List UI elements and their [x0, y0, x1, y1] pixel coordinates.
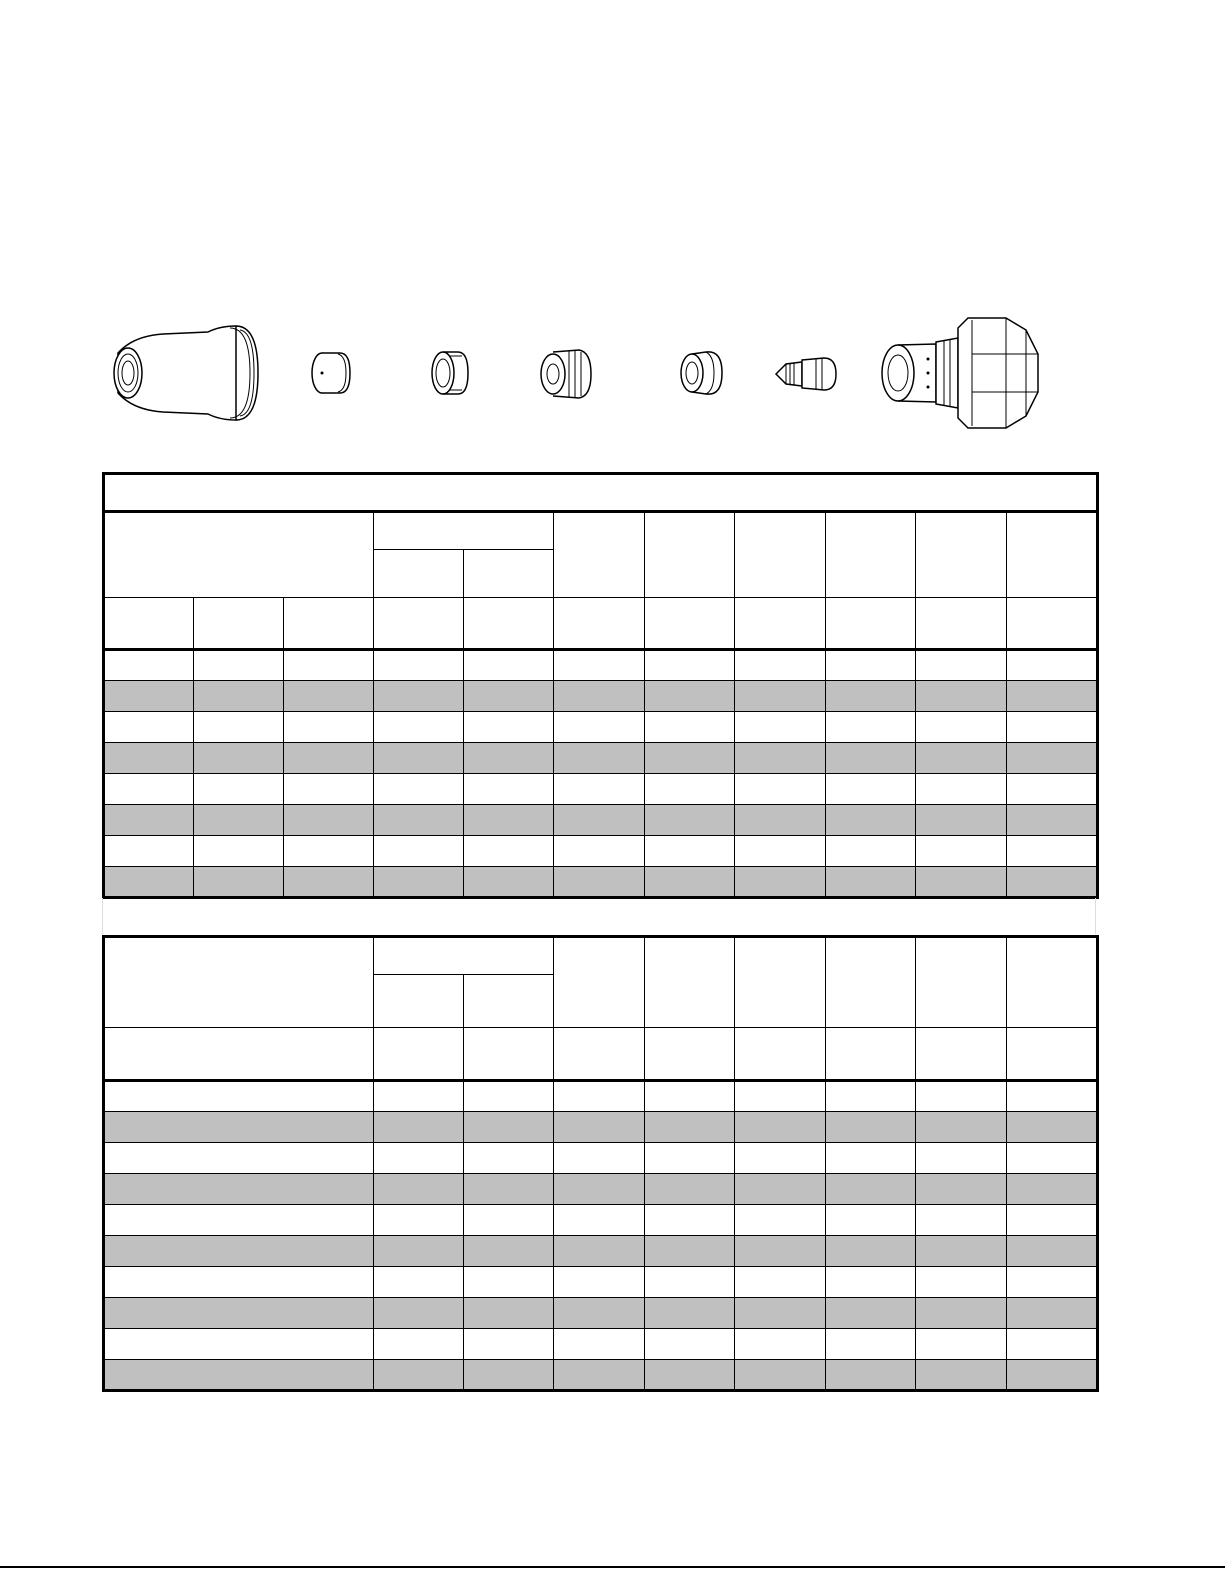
- parts-illustration: [0, 300, 1225, 450]
- header-cell: [645, 937, 735, 1028]
- table-cell: [194, 867, 284, 898]
- table-cell: [735, 867, 826, 898]
- table-cell: [735, 1205, 826, 1236]
- table-cell: [554, 1205, 645, 1236]
- table-cell: [284, 774, 374, 805]
- table-cell: [554, 681, 645, 712]
- table-cell: [645, 774, 735, 805]
- table-cell: [464, 805, 554, 836]
- table-cell: [374, 1081, 464, 1112]
- table-cell: [916, 774, 1007, 805]
- header-cell: [374, 598, 464, 650]
- table-cell: [104, 1143, 374, 1174]
- table-cell: [645, 1112, 735, 1143]
- header-cell: [1007, 1028, 1098, 1081]
- table-cell: [194, 712, 284, 743]
- table-cell: [735, 1236, 826, 1267]
- table-cell: [284, 681, 374, 712]
- table-cell: [104, 650, 194, 681]
- table-row: [104, 805, 1098, 836]
- table-cell: [645, 650, 735, 681]
- header-cell: [916, 512, 1007, 598]
- table-cell: [104, 774, 194, 805]
- header-group-cell: [374, 512, 554, 550]
- table-cell: [916, 1205, 1007, 1236]
- table-cell: [554, 1267, 645, 1298]
- header-cell: [1007, 512, 1098, 598]
- header-cell: [735, 598, 826, 650]
- table-cell: [374, 650, 464, 681]
- table-cell: [194, 836, 284, 867]
- table-row: [104, 712, 1098, 743]
- table-cell: [554, 867, 645, 898]
- table-cell: [464, 1298, 554, 1329]
- header-cell: [1007, 937, 1098, 1028]
- consumables-table-2: [102, 935, 1099, 1392]
- table-cell: [374, 1143, 464, 1174]
- table-row: [104, 1360, 1098, 1391]
- table-row: [104, 650, 1098, 681]
- header-cell: [464, 1028, 554, 1081]
- table-cell: [464, 1236, 554, 1267]
- table-cell: [735, 836, 826, 867]
- table-cell: [104, 836, 194, 867]
- table-cell: [1007, 743, 1098, 774]
- table-cell: [916, 805, 1007, 836]
- header-cell: [554, 512, 645, 598]
- table-cell: [826, 1267, 916, 1298]
- table-cell: [554, 1236, 645, 1267]
- table-cell: [104, 1081, 374, 1112]
- table-cell: [374, 1112, 464, 1143]
- table-cell: [464, 650, 554, 681]
- header-cell: [916, 1028, 1007, 1081]
- table-cell: [374, 1298, 464, 1329]
- table-cell: [104, 1112, 374, 1143]
- table-cell: [1007, 1112, 1098, 1143]
- header-cell: [374, 550, 464, 598]
- table-row: [104, 1236, 1098, 1267]
- table-cell: [735, 743, 826, 774]
- table-row: [104, 743, 1098, 774]
- table-cell: [826, 1205, 916, 1236]
- table-cell: [464, 1112, 554, 1143]
- table-cell: [554, 836, 645, 867]
- table-cell: [374, 867, 464, 898]
- table-cell: [645, 681, 735, 712]
- table-cell: [826, 1143, 916, 1174]
- table-body: [104, 1081, 1098, 1391]
- swirl-ring-icon: [428, 346, 473, 401]
- table-cell: [104, 1236, 374, 1267]
- table-cell: [1007, 681, 1098, 712]
- table-cell: [826, 650, 916, 681]
- table-row: [104, 836, 1098, 867]
- table-cell: [374, 743, 464, 774]
- table-cell: [554, 805, 645, 836]
- table-cell: [374, 1236, 464, 1267]
- table-cell: [554, 1360, 645, 1391]
- table-cell: [1007, 1329, 1098, 1360]
- header-cell: [194, 598, 284, 650]
- table-cell: [554, 1112, 645, 1143]
- table-row: [104, 1081, 1098, 1112]
- table-cell: [645, 1143, 735, 1174]
- header-cell: [104, 1028, 374, 1081]
- table-cell: [645, 867, 735, 898]
- table-cell: [826, 1236, 916, 1267]
- table-cell: [826, 1329, 916, 1360]
- table-cell: [916, 681, 1007, 712]
- table-cell: [194, 681, 284, 712]
- table-row: [104, 1205, 1098, 1236]
- table-cell: [735, 1267, 826, 1298]
- table-cell: [104, 1360, 374, 1391]
- header-cell: [374, 975, 464, 1028]
- table-cell: [826, 1174, 916, 1205]
- table-cell: [104, 712, 194, 743]
- table-cell: [1007, 836, 1098, 867]
- table-cell: [735, 1081, 826, 1112]
- table-cell: [464, 1143, 554, 1174]
- table-cell: [464, 836, 554, 867]
- table-cell: [916, 1174, 1007, 1205]
- table-cell: [826, 1360, 916, 1391]
- table-cell: [284, 743, 374, 774]
- table-cell: [1007, 650, 1098, 681]
- table-cell: [826, 743, 916, 774]
- table-cell: [735, 1360, 826, 1391]
- table-cell: [826, 774, 916, 805]
- header-cell: [374, 1028, 464, 1081]
- table-cell: [826, 681, 916, 712]
- table-cell: [104, 743, 194, 774]
- table-cell: [374, 712, 464, 743]
- table-cell: [104, 1174, 374, 1205]
- table-row: [104, 1112, 1098, 1143]
- table-cell: [1007, 867, 1098, 898]
- table-row: [104, 1143, 1098, 1174]
- table-cell: [826, 1298, 916, 1329]
- header-cell: [104, 937, 374, 1028]
- table-cell: [916, 650, 1007, 681]
- table-row: [104, 1174, 1098, 1205]
- table-cell: [916, 1112, 1007, 1143]
- electrode-icon: [772, 350, 840, 398]
- header-cell: [104, 512, 374, 598]
- table-cell: [554, 774, 645, 805]
- table-cell: [645, 1267, 735, 1298]
- table-row: [104, 774, 1098, 805]
- table-cell: [554, 1081, 645, 1112]
- table-cell: [735, 1174, 826, 1205]
- shield-icon: [108, 318, 263, 428]
- table-cell: [194, 805, 284, 836]
- header-cell: [735, 937, 826, 1028]
- table-cell: [464, 712, 554, 743]
- nozzle-icon: [535, 344, 595, 404]
- table-cell: [735, 1298, 826, 1329]
- table-cell: [735, 805, 826, 836]
- table-cell: [284, 867, 374, 898]
- table-cell: [464, 681, 554, 712]
- table-cell: [104, 867, 194, 898]
- table-cell: [916, 867, 1007, 898]
- header-cell: [554, 937, 645, 1028]
- table-cell: [374, 1267, 464, 1298]
- table-cell: [645, 1329, 735, 1360]
- table-cell: [916, 712, 1007, 743]
- header-cell: [645, 512, 735, 598]
- section-divider: [102, 898, 1096, 934]
- table-cell: [916, 1081, 1007, 1112]
- table-cell: [464, 1081, 554, 1112]
- header-cell: [916, 937, 1007, 1028]
- table-cell: [104, 1205, 374, 1236]
- header-cell: [464, 975, 554, 1028]
- table-cell: [1007, 1143, 1098, 1174]
- header-cell: [826, 1028, 916, 1081]
- table-cell: [464, 774, 554, 805]
- table-cell: [1007, 712, 1098, 743]
- footer-rule: [0, 1566, 1225, 1568]
- table-cell: [1007, 1267, 1098, 1298]
- table-cell: [916, 836, 1007, 867]
- table-cell: [916, 1360, 1007, 1391]
- table-cell: [104, 681, 194, 712]
- table-cell: [826, 867, 916, 898]
- table-cell: [735, 774, 826, 805]
- table-cell: [464, 1267, 554, 1298]
- table-cell: [1007, 1205, 1098, 1236]
- table-cell: [284, 650, 374, 681]
- header-cell: [554, 1028, 645, 1081]
- table-cell: [645, 805, 735, 836]
- header-cell: [826, 598, 916, 650]
- table-cell: [374, 774, 464, 805]
- table-cell: [464, 1329, 554, 1360]
- table-cell: [645, 712, 735, 743]
- table-cell: [104, 805, 194, 836]
- header-cell: [645, 598, 735, 650]
- table-cell: [104, 1267, 374, 1298]
- table-cell: [554, 1143, 645, 1174]
- table-cell: [735, 681, 826, 712]
- table-row: [104, 1267, 1098, 1298]
- table-cell: [645, 1081, 735, 1112]
- table-cell: [645, 1360, 735, 1391]
- table-row: [104, 1298, 1098, 1329]
- header-cell: [104, 598, 194, 650]
- table-cell: [735, 1329, 826, 1360]
- table-cell: [826, 1081, 916, 1112]
- table-cell: [826, 805, 916, 836]
- header-cell: [645, 1028, 735, 1081]
- table-cell: [374, 1174, 464, 1205]
- table-row: [104, 1329, 1098, 1360]
- table-cell: [916, 1298, 1007, 1329]
- table-body: [104, 650, 1098, 898]
- table-cell: [374, 1360, 464, 1391]
- table-cell: [826, 836, 916, 867]
- table-cell: [194, 774, 284, 805]
- table-cell: [554, 743, 645, 774]
- table-cell: [735, 1143, 826, 1174]
- table-cell: [645, 743, 735, 774]
- header-cell: [464, 598, 554, 650]
- consumables-table-1: [102, 472, 1099, 899]
- table-cell: [194, 650, 284, 681]
- table-cell: [645, 1298, 735, 1329]
- table-cell: [374, 681, 464, 712]
- table-row: [104, 867, 1098, 898]
- table-cell: [916, 1267, 1007, 1298]
- table-cell: [284, 712, 374, 743]
- header-group-cell: [374, 937, 554, 975]
- table-cell: [374, 836, 464, 867]
- table-cell: [284, 836, 374, 867]
- table-cell: [916, 1143, 1007, 1174]
- table-cell: [554, 1298, 645, 1329]
- table-cell: [284, 805, 374, 836]
- table-cell: [374, 1329, 464, 1360]
- table-cell: [104, 1298, 374, 1329]
- table-cell: [464, 867, 554, 898]
- table-cell: [645, 1205, 735, 1236]
- table-cell: [194, 743, 284, 774]
- table-cell: [374, 1205, 464, 1236]
- retaining-ring-icon: [676, 346, 726, 401]
- table-cell: [735, 1112, 826, 1143]
- header-cell: [554, 598, 645, 650]
- table-cell: [554, 650, 645, 681]
- header-cell: [735, 512, 826, 598]
- table-cell: [1007, 1174, 1098, 1205]
- table-cell: [735, 650, 826, 681]
- table-cell: [464, 743, 554, 774]
- table-cell: [104, 1329, 374, 1360]
- header-cell: [464, 550, 554, 598]
- table-cell: [1007, 1298, 1098, 1329]
- torch-body-icon: [876, 314, 1046, 432]
- table-cell: [554, 1329, 645, 1360]
- table-title: [104, 474, 1098, 512]
- table-cell: [645, 836, 735, 867]
- table-cell: [735, 712, 826, 743]
- table-cell: [464, 1174, 554, 1205]
- header-cell: [735, 1028, 826, 1081]
- table-cell: [916, 743, 1007, 774]
- table-cell: [826, 1112, 916, 1143]
- header-cell: [916, 598, 1007, 650]
- header-cell: [826, 512, 916, 598]
- table-cell: [554, 1174, 645, 1205]
- nozzle-cap-icon: [308, 348, 353, 398]
- table-cell: [645, 1174, 735, 1205]
- table-row: [104, 681, 1098, 712]
- table-cell: [464, 1360, 554, 1391]
- table-cell: [826, 712, 916, 743]
- table-cell: [1007, 1236, 1098, 1267]
- table-cell: [464, 1205, 554, 1236]
- table-cell: [1007, 774, 1098, 805]
- table-cell: [916, 1329, 1007, 1360]
- table-cell: [1007, 1360, 1098, 1391]
- table-cell: [374, 805, 464, 836]
- header-cell: [826, 937, 916, 1028]
- header-cell: [284, 598, 374, 650]
- table-cell: [916, 1236, 1007, 1267]
- header-cell: [1007, 598, 1098, 650]
- table-cell: [1007, 1081, 1098, 1112]
- table-cell: [1007, 805, 1098, 836]
- table-cell: [645, 1236, 735, 1267]
- table-cell: [554, 712, 645, 743]
